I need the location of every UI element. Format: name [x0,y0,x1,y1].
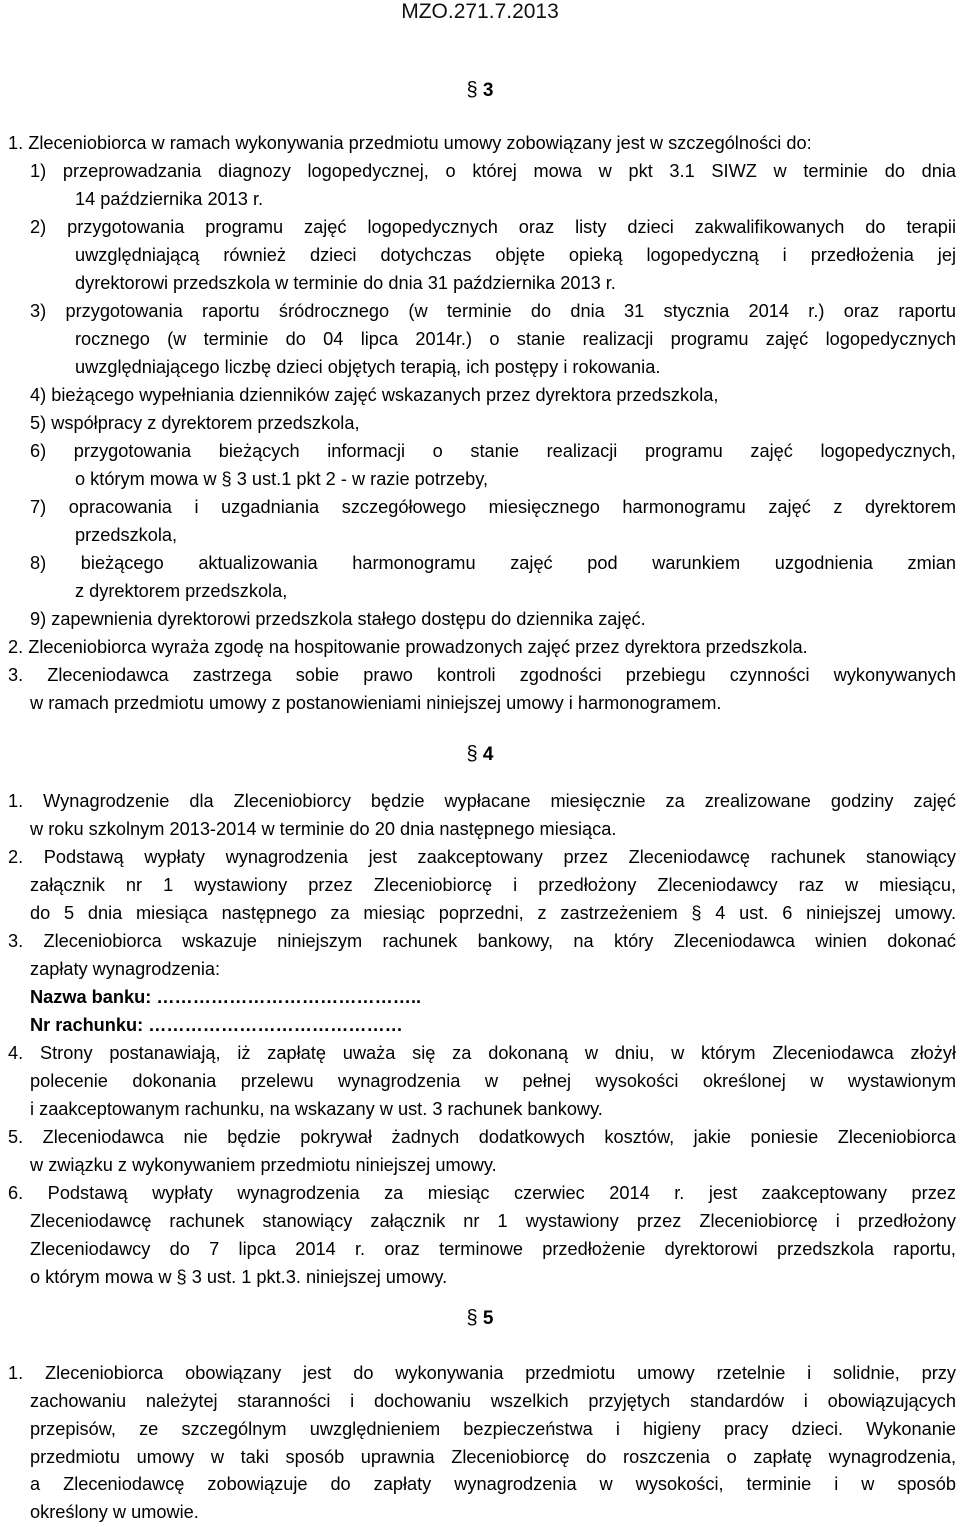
section-4-para-5 [8,1124,956,1152]
text-line: 5. Zleceniodawca nie będzie pokrywał żadnych dodatkowych kosztów, jakie poniesie Zleceniobiorca [8,1127,956,1147]
text-line: polecenie dokonania przelewu wynagrodzenia w pełnej wysokości określonej w wystawionym [30,1071,956,1091]
list-item-1: 1) przeprowadzania diagnozy logopedycznej, o której mowa w pkt 3.1 SIWZ w terminie do dnia [30,161,956,181]
text-line: 9) zapewnienia dyrektorowi przedszkola stałego dostępu do dziennika zajęć. [30,609,646,629]
text-line: uwzględniającą również dzieci dotychczas objęte opieką logopedyczną i przedłożenia jej [75,245,956,265]
section-3-list [30,158,956,186]
text-line: 3. Zleceniodawca zastrzega sobie prawo kontroli zgodności przebiegu czynności wykonywanych [8,664,956,685]
list-item-3 [30,298,956,326]
list-item-7-cont [75,522,956,550]
text-line: przedszkola, [75,525,178,545]
list-item-8 [30,550,956,578]
text-line: 8) bieżącego aktualizowania harmonogramu zajęć pod warunkiem uzgodnienia zmian [30,553,956,573]
document-reference: MZO.271.7.2013 [401,0,559,23]
text-line: z dyrektorem przedszkola, [75,581,288,601]
text-line: w roku szkolnym 2013-2014 w terminie do 20 dnia następnego miesiąca. [30,819,617,839]
section-4-para-5-cont [30,1152,956,1180]
section-sign-icon: § [466,79,478,101]
section-4-para-1-cont [30,816,956,844]
text-line: zachowaniu należytej staranności i dochowaniu wszelkich przyjętych standardów i obowiązujących [30,1391,956,1411]
text-line: rocznego (w terminie do 04 lipca 2014r.) o stanie realizacji programu zajęć logopedycznych [75,329,956,349]
text-line: a Zleceniodawcę zobowiązuje do zapłaty wynagrodzenia w wysokości, terminie i w sposób [30,1474,956,1495]
text-line: w związku z wykonywaniem przedmiotu niniejszej umowy. [30,1155,497,1175]
section-3-paragraphs-2-3 [8,634,956,690]
list-item-2-cont [75,242,956,298]
section-4-para-2-cont [30,872,956,928]
text-line: określony w umowie. [30,1502,199,1523]
text-line: 1. Zleceniobiorca obowiązany jest do wykonywania przedmiotu umowy rzetelnie i solidnie, przy [8,1363,956,1383]
list-items-4-6 [30,382,956,465]
section-heading-3 [0,78,960,103]
text-line: Zleceniodawcy do 7 lipca 2014 r. oraz terminowe przedłożenie dyrektorowi przedszkola raportu, [30,1238,956,1259]
list-item-1-cont [75,186,956,214]
text-line: do 5 dnia miesiąca następnego za miesiąc poprzedni, z zastrzeżeniem § 4 ust. 6 niniejszej umowy. [30,902,956,923]
section-4-para-1 [8,788,956,816]
text-line: 14 października 2013 r. [75,189,264,209]
section-heading-4 [0,742,960,767]
account-number-field: Nr rachunku: …………………………………… [30,1014,403,1035]
section-4-para-6 [8,1180,956,1208]
section-3-paragraph-3-cont [30,690,956,718]
section-4-para-4-cont [30,1068,956,1124]
section-4-para-4 [8,1040,956,1068]
section-number: 5 [482,1308,494,1329]
list-item-9 [30,606,956,634]
text-line: 7) opracowania i uzgadniania szczegółowego miesięcznego harmonogramu zajęć z dyrektorem [30,497,956,517]
section-number: 4 [482,744,494,765]
section-number: 3 [482,80,494,101]
text-line: 3) przygotowania raportu śródrocznego (w terminie do dnia 31 stycznia 2014 r.) oraz raportu [30,301,956,321]
section-5-para-1-cont [30,1388,956,1527]
text-line: 2. Zleceniobiorca wyraża zgodę na hospitowanie prowadzonych zajęć przez dyrektora przedszkola. [8,637,808,657]
list-item-3-cont [75,326,956,382]
section-4-para-6-cont [30,1208,956,1291]
text-line: 4. Strony postanawiają, iż zapłatę uważa się za dokonaną w dniu, w którym Zleceniodawca złożył [8,1043,956,1063]
text-line: przedmiotu umowy w taki sposób uprawnia Zleceniobiorcę do roszczenia o zapłatę wynagrodzenia, [30,1446,956,1467]
text-line: 6. Podstawą wypłaty wynagrodzenia za miesiąc czerwiec 2014 r. jest zaakceptowany przez [8,1183,956,1203]
list-item-6-cont [75,466,956,494]
text-line: Zleceniodawcę rachunek stanowiący załącznik nr 1 wystawiony przez Zleceniobiorcę i przedłożony [30,1211,956,1231]
text-line: 2) przygotowania programu zajęć logopedycznych oraz listy dzieci zakwalifikowanych do terapii [30,217,956,237]
section-4-para-2 [8,844,956,872]
section-sign-icon: § [466,743,478,765]
bank-name-field: Nazwa banku: …………………………………….. [30,986,422,1007]
text-line: 1. Wynagrodzenie dla Zleceniobiorcy będzie wypłacane miesięcznie za zrealizowane godziny zajęć [8,791,956,811]
text-line: o którym mowa w § 3 ust. 1 pkt.3. niniejszej umowy. [30,1266,448,1287]
section-4-para-3 [8,928,956,956]
text-line: o którym mowa w § 3 ust.1 pkt 2 - w razie potrzeby, [75,469,489,489]
list-item-8-cont [75,578,956,606]
list-item-4: 4) bieżącego wypełniania dzienników zajęć wskazanych przez dyrektora przedszkola, [30,385,719,405]
text-line: załącznik nr 1 wystawiony przez Zleceniobiorcę i przedłożony Zleceniodawcy raz w miesiącu, [30,875,956,895]
section-5-para-1 [8,1360,956,1388]
list-item-5: 5) współpracy z dyrektorem przedszkola, [30,412,360,433]
text-line: 1. Zleceniobiorca w ramach wykonywania przedmiotu umowy zobowiązany jest w szczególności do: [8,133,812,153]
section-4-para-3-cont [30,956,956,1039]
text-line: 2. Podstawą wypłaty wynagrodzenia jest zaakceptowany przez Zleceniodawcę rachunek stanowiący [8,847,956,867]
text-line: 3. Zleceniobiorca wskazuje niniejszym rachunek bankowy, na który Zleceniodawca winien dokonać [8,931,956,951]
text-line: dyrektorowi przedszkola w terminie do dnia 31 października 2013 r. [75,272,616,293]
list-item-7 [30,494,956,522]
text-line: w ramach przedmiotu umowy z postanowieniami niniejszej umowy i harmonogramem. [30,693,722,713]
list-item-2 [30,214,956,242]
section-heading-5 [0,1306,960,1331]
text-line: zapłaty wynagrodzenia: [30,959,221,979]
section-3-paragraph-1-first [8,130,956,158]
list-item-6: 6) przygotowania bieżących informacji o stanie realizacji programu zajęć logopedycznych, [30,440,956,461]
section-sign-icon: § [466,1307,478,1329]
text-line: przepisów, ze szczególnym uwzględnieniem bezpieczeństwa i higieny pracy dzieci. Wykonanie [30,1418,956,1439]
text-line: i zaakceptowanym rachunku, na wskazany w ust. 3 rachunek bankowy. [30,1098,603,1119]
text-line: uwzględniającego liczbę dzieci objętych terapią, ich postępy i rokowania. [75,356,661,377]
